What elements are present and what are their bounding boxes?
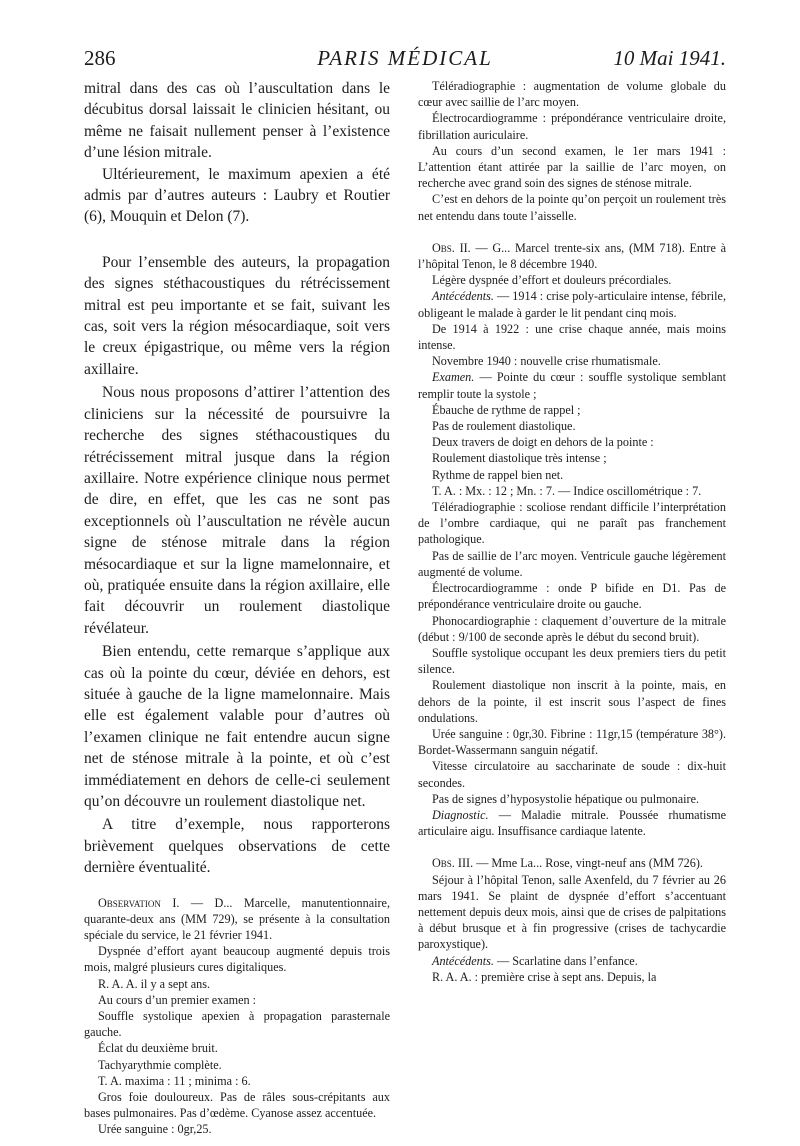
note-line	[418, 807, 726, 839]
note-line: Séjour à l’hôpital Tenon, salle Axenfeld, du 7 février au 26 mars 1941. Se plaint de dyspnée d’effort s’accentuant nettement depuis deux mois, ainsi que de crises de palpitations à début brusque et à fin progressive (crises de tachycardie paroxystique).	[418, 872, 726, 952]
observation-heading	[84, 895, 390, 944]
note-line: Deux travers de doigt en dehors de la pointe :	[432, 435, 654, 450]
note-line: Pas de signes d’hyposystolie hépatique ou pulmonaire.	[432, 791, 700, 806]
section-text: — 1914 : crise poly-articulaire intense, fébrile, obligeant le malade à garder le lit pendant cinq mois.	[418, 289, 726, 320]
note-line: Roulement diastolique non inscrit à la pointe, mais, en dehors de la pointe, il est inscrit sous l’aspect de fines ondulations.	[418, 678, 726, 725]
note-line: De 1914 à 1922 : une crise chaque année, mais moins intense.	[418, 321, 726, 353]
observation-intro: — Mme La... Rose, vingt-neuf ans (MM 726).	[473, 856, 703, 871]
note-line: R. A. A. : première crise à sept ans. Depuis, la	[432, 969, 657, 984]
page-number: 286	[84, 46, 116, 70]
observation-label: Obs. II.	[432, 240, 471, 255]
issue-date: 10 Mai 1941.	[613, 46, 726, 70]
note-line: Pas de roulement diastolique.	[432, 419, 576, 434]
note-line	[418, 953, 726, 969]
note-line: Roulement diastolique très intense ;	[432, 451, 607, 466]
page-header	[84, 44, 726, 74]
note-line: T. A. : Mx. : 12 ; Mn. : 7. — Indice oscillométrique : 7.	[432, 483, 702, 498]
note-line: Souffle systolique occupant les deux premiers tiers du petit silence.	[418, 645, 726, 677]
note-line: Ébauche de rythme de rappel ;	[432, 402, 581, 417]
paragraph: Bien entendu, cette remarque s’applique aux cas où la pointe du cœur, déviée en dehors, est située à gauche de la ligne mamelonnaire. Mais elle est également valable pour d’autres où l’examen clinique ne fait entendre aucun signe net de sténose mitrale à la pointe, et où c’est immédiatement en dehors de celle-ci seulement qu’on découvre un roulement diastolique net.	[84, 643, 390, 810]
note-line: T. A. maxima : 11 ; minima : 6.	[98, 1073, 251, 1088]
note-line	[418, 369, 726, 401]
section-label: Diagnostic.	[432, 807, 489, 822]
note-line: Électrocardiogramme : prépondérance ventriculaire droite, fibrillation auriculaire.	[418, 111, 726, 142]
observation-heading	[418, 855, 726, 871]
note-line: Rythme de rappel bien net.	[432, 467, 564, 482]
note-line: Souffle systolique apexien à propagation parasternale gauche.	[84, 1009, 390, 1040]
note-line: Novembre 1940 : nouvelle crise rhumatismale.	[432, 354, 661, 369]
note-line: Dyspnée d’effort ayant beaucoup augmenté depuis trois mois, malgré plusieurs cures digitaliques.	[84, 944, 390, 975]
note-line: Urée sanguine : 0gr,25.	[98, 1122, 212, 1137]
note-line: Vitesse circulatoire au saccharinate de soude : dix-huit secondes.	[418, 759, 726, 790]
note-line: Phonocardiographie : claquement d’ouverture de la mitrale (début : 9/100 de seconde après le début du second bruit).	[418, 613, 726, 644]
note-line: Électrocardiogramme : onde P bifide en D1. Pas de prépondérance ventriculaire droite ou gauche.	[418, 581, 726, 612]
observation-label: Observation I.	[98, 895, 180, 910]
paragraph: Ultérieurement, le maximum apexien a été admis par d’autres auteurs : Laubry et Routier (6), Mouquin et Delon (7).	[84, 165, 390, 226]
note-line: Tachyarythmie complète.	[98, 1057, 222, 1072]
paragraph: Pour l’ensemble des auteurs, la propagation des signes stéthacoustiques du rétrécissement mitral est peu importante et se fait, suivant les cas, soit vers la région mésocardiaque, soit vers le creux épigastrique, ou même vers la région axillaire.	[84, 253, 390, 378]
section-label: Examen.	[432, 370, 475, 385]
note-line: R. A. A. il y a sept ans.	[98, 976, 211, 991]
note-line: Au cours d’un second examen, le 1er mars 1941 : L’attention étant attirée par la saillie de l’arc moyen, on recherche avec grand soin des signes de sténose mitrale.	[418, 143, 726, 191]
section-text: — Maladie mitrale. Poussée rhumatisme articulaire aigu. Insuffisance cardiaque latente.	[418, 807, 726, 839]
paragraph: Nous nous proposons d’attirer l’attention des cliniciens sur la nécessité de poursuivre la recherche des signes stéthacoustiques du rétrécissement mitral jusque dans la région axillaire. Notre expérience clinique nous permet de dire, en effet, que les cas ne sont pas exceptionnels où l’auscultation ne révèle aucun signe de sténose mitrale dans la région mésocardiaque et sur la ligne mamelonnaire, et où, pratiquée ensuite dans la région axillaire, elle fait découvrir un roulement diastolique révélateur.	[84, 384, 390, 637]
note-line: Téléradiographie : augmentation de volume globale du cœur avec saillie de l’arc moyen.	[418, 79, 726, 110]
left-column	[84, 78, 390, 1138]
note-line: Éclat du deuxième bruit.	[98, 1041, 218, 1056]
observation-heading	[418, 240, 726, 272]
observation-intro: — G... Marcel trente-six ans, (MM 718). Entre à l’hôpital Tenon, le 8 décembre 1940.	[418, 240, 726, 272]
note-line: Pas de saillie de l’arc moyen. Ventricule gauche légèrement augmenté de volume.	[418, 548, 726, 579]
section-label: Antécédents.	[432, 289, 494, 304]
observation-intro: — D... Marcelle, manutentionnaire, quarante-deux ans (MM 729), se présente à la consultation spéciale du service, le 21 février 1941.	[84, 895, 391, 943]
note-line: Légère dyspnée d’effort et douleurs précordiales.	[432, 273, 672, 288]
section-text: — Pointe du cœur : souffle systolique semblant remplir toute la systole ;	[418, 370, 726, 401]
paragraph: A titre d’exemple, nous rapporterons brièvement quelques observations de cette dernière éventualité.	[84, 816, 390, 877]
note-line	[418, 288, 726, 320]
note-line: Urée sanguine : 0gr,30. Fibrine : 11gr,15 (température 38°). Bordet-Wassermann sanguin négatif.	[418, 726, 726, 758]
right-column	[418, 78, 726, 985]
section-label: Antécédents.	[432, 953, 494, 968]
journal-title: PARIS MÉDICAL	[317, 46, 493, 70]
note-line: Gros foie douloureux. Pas de râles sous-crépitants aux bases pulmonaires. Pas d’œdème. Cyanose assez accentuée.	[84, 1090, 390, 1121]
note-line: Au cours d’un premier examen :	[98, 992, 257, 1007]
observation-label: Obs. III.	[432, 856, 474, 871]
paragraph: mitral dans des cas où l’auscultation dans le décubitus dorsal laissait le clinicien hésitant, ou même ne faisait nullement penser à l’existence d’une lésion mitrale.	[84, 80, 390, 162]
section-text: — Scarlatine dans l’enfance.	[493, 953, 638, 968]
note-line: Téléradiographie : scoliose rendant difficile l’interprétation de l’ombre cardiaque, qui ne paraît pas franchement pathologique.	[418, 500, 726, 547]
note-line: C’est en dehors de la pointe qu’on perçoit un roulement très net entendu dans toute l’aisselle.	[418, 192, 726, 223]
